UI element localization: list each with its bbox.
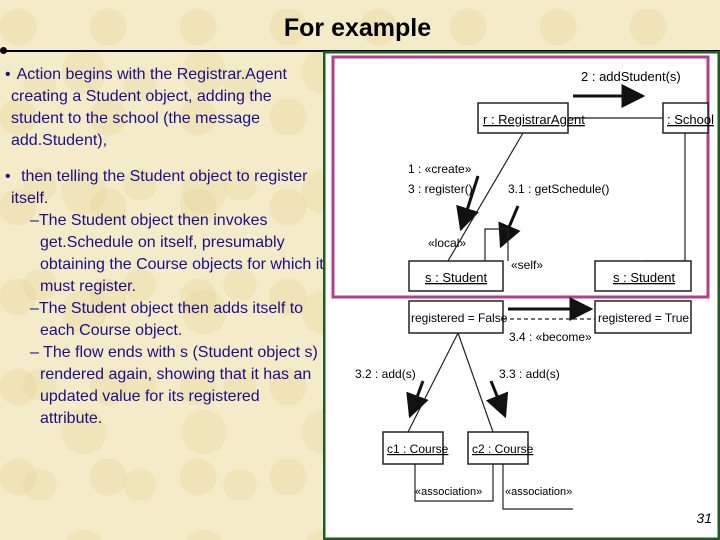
student-label-right: s : Student: [613, 270, 676, 285]
register-msg: 3 : register(): [408, 182, 473, 196]
become-msg: 3.4 : «become»: [509, 330, 592, 344]
page-number: 31: [696, 510, 712, 526]
bullet-list: [4, 64, 324, 430]
local-stereotype: «local»: [428, 236, 467, 250]
get-schedule-msg: 3.1 : getSchedule(): [508, 182, 610, 196]
course2-label: c2 : Course: [472, 442, 534, 456]
add1-msg: 3.2 : add(s): [355, 367, 416, 381]
self-stereotype: «self»: [511, 258, 544, 272]
bullet-marker: •: [5, 168, 11, 185]
bullet-item-1: [4, 64, 324, 152]
registered-false-label: registered = False: [411, 311, 508, 325]
sub-bullet-1: –The Student object then invokes get.Schedule on itself, presumably obtaining the Course objects for which it must register.: [30, 212, 324, 295]
bullet-marker: •: [5, 66, 11, 83]
sub-bullet-3: – The flow ends with s (Student object s) rendered again, showing that it has an updated value for its registered attribute.: [30, 344, 318, 427]
registrar-label: r : RegistrarAgent: [483, 112, 585, 127]
bullet-text-1: Action begins with the Registrar.Agent creating a Student object, adding the student to the school (the message add.Student),: [11, 66, 287, 149]
add2-msg: 3.3 : add(s): [499, 367, 560, 381]
assoc1-stereotype: «association»: [415, 486, 483, 498]
sub-bullet-2: –The Student object then adds itself to each Course object.: [30, 300, 304, 339]
assoc2-stereotype: «association»: [505, 486, 573, 498]
registered-true-label: registered = True: [598, 311, 690, 325]
create-msg: 1 : «create»: [408, 162, 472, 176]
add-student-msg: 2 : addStudent(s): [581, 69, 681, 84]
student-label-left: s : Student: [425, 270, 488, 285]
slide-title: For example: [283, 14, 432, 42]
course1-label: c1 : Course: [387, 442, 449, 456]
collaboration-diagram: [323, 51, 720, 540]
school-label: : School: [667, 112, 714, 127]
bullet-item-2: [4, 166, 324, 210]
bullet-text-2: then telling the Student object to register itself.: [11, 168, 308, 207]
